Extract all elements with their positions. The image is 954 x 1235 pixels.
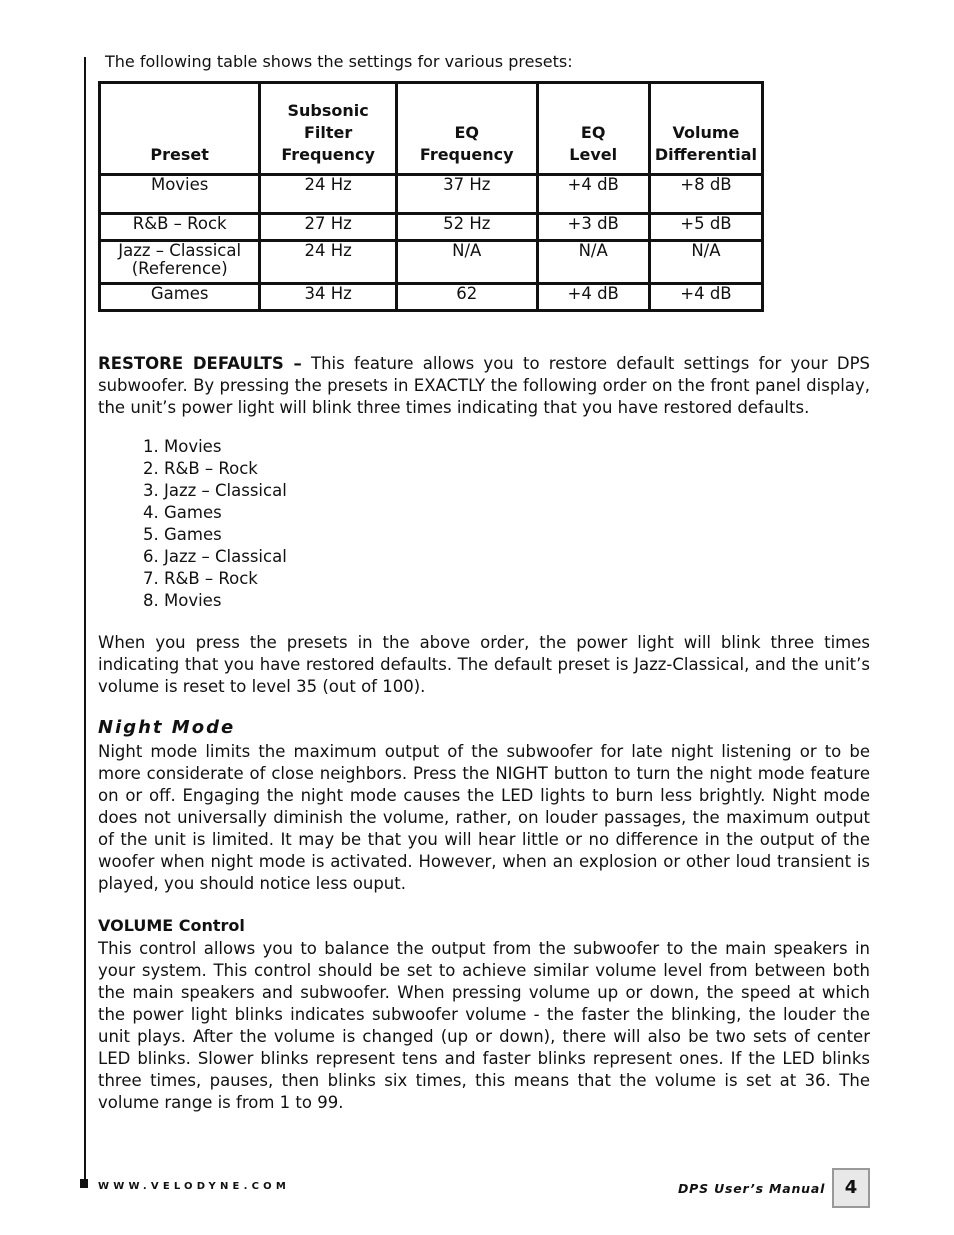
header-text: Frequency bbox=[419, 145, 514, 164]
table-row bbox=[100, 175, 763, 214]
cell-preset bbox=[100, 241, 260, 284]
header-eq-frequency bbox=[396, 83, 537, 175]
cell-preset bbox=[100, 284, 260, 311]
volume-control-paragraph: This control allows you to balance the output from the subwoofer to the main speakers in your system. This control should be set to achieve similar volume level from between both the main speakers and subwoofer. When pressing volume up or down, the speed at which the power light blinks indicates subwoofer volume - the faster the blinking, the louder the unit plays. After the volume is changed (up or down), there will also be two sets of center LED blinks. Slower blinks represent tens and faster blinks represent ones. If the LED blinks three times, pauses, then blinks six times, this means that the volume is set at 36. The volume range is from 1 to 99. bbox=[98, 939, 870, 1112]
table-row bbox=[100, 284, 763, 311]
cell-eq-level: +4 dB bbox=[537, 175, 649, 214]
list-item: 4. Games bbox=[143, 503, 222, 522]
cell-eq-frequency: 52 Hz bbox=[396, 214, 537, 241]
header-text: EQ bbox=[454, 123, 479, 142]
cell-eq-level: N/A bbox=[537, 241, 649, 284]
cell-volume-differential: +4 dB bbox=[649, 284, 762, 311]
left-margin-rule bbox=[84, 57, 86, 1184]
cell-text: (Reference) bbox=[131, 259, 228, 278]
list-item: 5. Games bbox=[143, 525, 222, 544]
table-row bbox=[100, 241, 763, 284]
header-text: Frequency bbox=[281, 145, 375, 164]
cell-text: Movies bbox=[150, 175, 209, 194]
cell-text: R&B – Rock bbox=[132, 214, 227, 233]
cell-subsonic: 34 Hz bbox=[260, 284, 397, 311]
header-text: Preset bbox=[150, 145, 209, 164]
cell-eq-level: +4 dB bbox=[537, 284, 649, 311]
cell-subsonic: 24 Hz bbox=[260, 175, 397, 214]
cell-volume-differential: +5 dB bbox=[649, 214, 762, 241]
night-mode-heading: Night Mode bbox=[98, 717, 236, 738]
cell-volume-differential: N/A bbox=[649, 241, 762, 284]
cell-preset bbox=[100, 214, 260, 241]
footer-manual-title: DPS User’s Manual bbox=[678, 1181, 826, 1196]
cell-subsonic: 27 Hz bbox=[260, 214, 397, 241]
cell-preset bbox=[100, 175, 260, 214]
cell-eq-level: +3 dB bbox=[537, 214, 649, 241]
cell-eq-frequency: 37 Hz bbox=[396, 175, 537, 214]
header-text: Filter bbox=[304, 123, 353, 142]
restore-sequence-list bbox=[143, 436, 287, 612]
restore-result-paragraph: When you press the presets in the above order, the power light will blink three times indicating that you have restored defaults. The default preset is Jazz-Classical, and the unit’s volume is reset to level 35 (out of 100). bbox=[98, 633, 870, 696]
list-item: 8. Movies bbox=[143, 591, 222, 610]
list-item: 7. R&B – Rock bbox=[143, 569, 258, 588]
table-row bbox=[100, 214, 763, 241]
cell-eq-frequency: N/A bbox=[396, 241, 537, 284]
night-mode-paragraph: Night mode limits the maximum output of the subwoofer for late night listening or to be more considerate of close neighbors. Press the NIGHT button to turn the night mode feature on or off. Engaging the night mode causes the LED lights to burn less brightly. Night mode does not universally diminish the volume, rather, on louder passages, the maximum output of the unit is limited. It may be that you will hear little or no difference in the output of the woofer when night mode is activated. However, when an explosion or other loud transient is played, you should notice less ouput. bbox=[98, 742, 870, 893]
table-header-row bbox=[100, 83, 763, 175]
header-text: Volume bbox=[672, 123, 740, 142]
header-eq-level bbox=[537, 83, 649, 175]
header-volume-differential bbox=[649, 83, 762, 175]
header-text: Level bbox=[569, 145, 618, 164]
header-text: Subsonic bbox=[287, 101, 369, 120]
header-text: Differential bbox=[654, 145, 757, 164]
left-margin-marker bbox=[80, 1179, 88, 1188]
cell-text: Games bbox=[150, 284, 209, 303]
restore-defaults-heading: RESTORE DEFAULTS – bbox=[98, 354, 302, 373]
header-text: EQ bbox=[580, 123, 606, 142]
table-intro: The following table shows the settings for various presets: bbox=[105, 52, 573, 71]
cell-volume-differential: +8 dB bbox=[649, 175, 762, 214]
restore-defaults-text: This feature allows you to restore default settings for your DPS subwoofer. By pressing the presets in EXACTLY the following order on the front panel display, the unit’s power light will blink three times indicating that you have restored defaults. bbox=[98, 354, 870, 417]
header-subsonic-filter-frequency bbox=[260, 83, 397, 175]
cell-text: Jazz – Classical bbox=[118, 241, 242, 260]
list-item: 1. Movies bbox=[143, 437, 222, 456]
list-item: 3. Jazz – Classical bbox=[143, 481, 287, 500]
restore-defaults-paragraph bbox=[98, 353, 870, 419]
cell-eq-frequency: 62 bbox=[396, 284, 537, 311]
list-item: 6. Jazz – Classical bbox=[143, 547, 287, 566]
cell-subsonic: 24 Hz bbox=[260, 241, 397, 284]
volume-control-heading: VOLUME Control bbox=[98, 916, 245, 935]
page-number: 4 bbox=[832, 1168, 870, 1208]
header-preset bbox=[100, 83, 260, 175]
list-item: 2. R&B – Rock bbox=[143, 459, 258, 478]
presets-table bbox=[98, 81, 764, 312]
footer-website: WWW.VELODYNE.COM bbox=[98, 1181, 290, 1192]
